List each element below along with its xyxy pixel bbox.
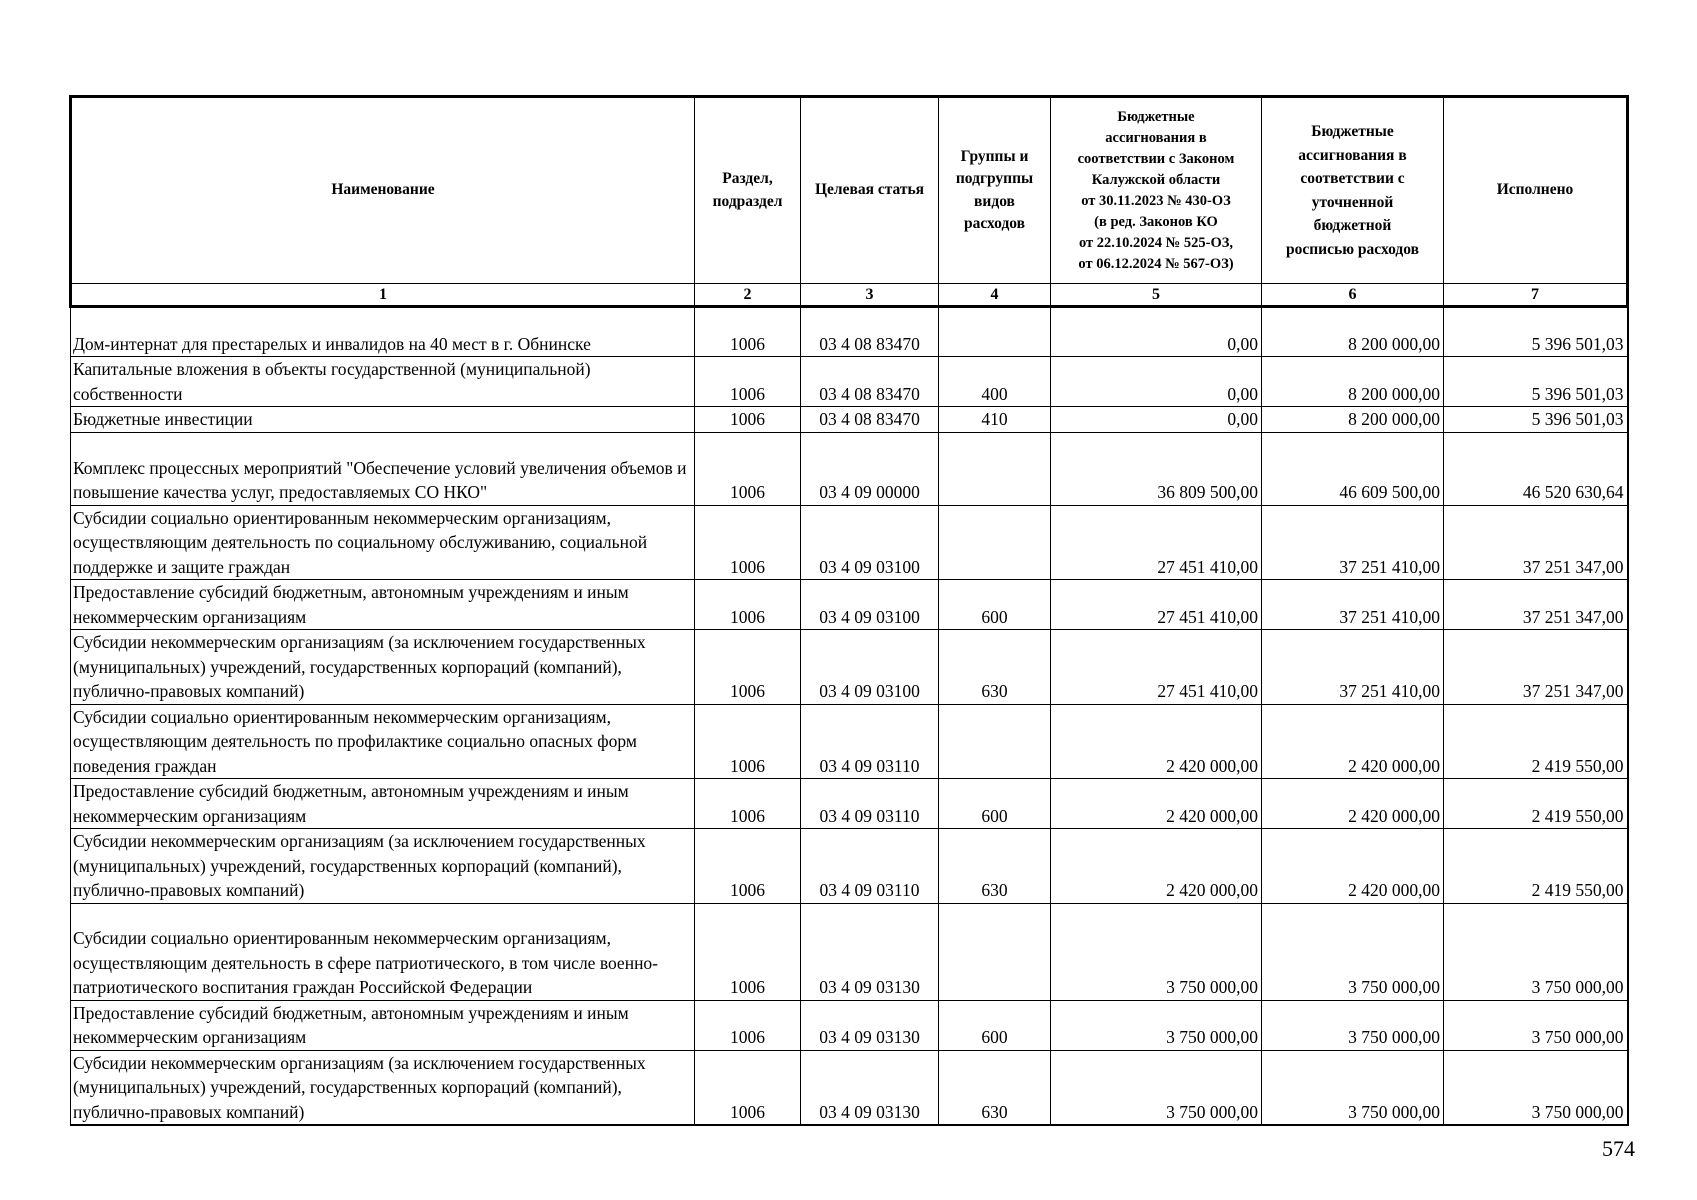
row-plan-amount: 8 200 000,00 bbox=[1262, 407, 1444, 433]
row-target-article: 03 4 09 03110 bbox=[801, 829, 939, 904]
row-executed-amount: 2 419 550,00 bbox=[1444, 779, 1628, 829]
table-header-row bbox=[71, 97, 1628, 284]
row-plan-amount: 2 420 000,00 bbox=[1262, 779, 1444, 829]
column-number: 7 bbox=[1444, 284, 1628, 307]
row-target-article: 03 4 08 83470 bbox=[801, 407, 939, 433]
header-revised-appropriations bbox=[1262, 97, 1444, 284]
header-target-article: Целевая статья bbox=[801, 97, 939, 284]
row-law-amount: 0,00 bbox=[1051, 407, 1262, 433]
row-section: 1006 bbox=[695, 903, 801, 1000]
row-section: 1006 bbox=[695, 407, 801, 433]
header-law-line: (в ред. Законов КО bbox=[1094, 213, 1218, 230]
row-expense-group: 400 bbox=[939, 357, 1051, 407]
row-expense-group bbox=[939, 704, 1051, 779]
row-law-amount: 36 809 500,00 bbox=[1051, 432, 1262, 505]
header-revised-line: ассигнования в bbox=[1298, 146, 1407, 164]
column-number: 6 bbox=[1262, 284, 1444, 307]
row-executed-amount: 37 251 347,00 bbox=[1444, 580, 1628, 630]
row-target-article: 03 4 09 00000 bbox=[801, 432, 939, 505]
row-expense-group: 630 bbox=[939, 1050, 1051, 1125]
row-target-article: 03 4 09 03130 bbox=[801, 1050, 939, 1125]
row-name: Субсидии социально ориентированным некоммерческим организациям, осуществляющим деятельность по профилактике социально опасных форм поведения граждан bbox=[71, 704, 695, 779]
row-expense-group: 600 bbox=[939, 779, 1051, 829]
row-target-article: 03 4 09 03130 bbox=[801, 903, 939, 1000]
row-section: 1006 bbox=[695, 630, 801, 705]
table-row bbox=[71, 407, 1628, 433]
row-plan-amount: 3 750 000,00 bbox=[1262, 903, 1444, 1000]
row-section: 1006 bbox=[695, 357, 801, 407]
row-expense-group bbox=[939, 307, 1051, 357]
table-row bbox=[71, 704, 1628, 779]
row-law-amount: 3 750 000,00 bbox=[1051, 1050, 1262, 1125]
row-name: Предоставление субсидий бюджетным, автономным учреждениям и иным некоммерческим организациям bbox=[71, 1000, 695, 1050]
row-plan-amount: 3 750 000,00 bbox=[1262, 1050, 1444, 1125]
table-body bbox=[71, 307, 1628, 1126]
header-revised-line: уточненной bbox=[1311, 193, 1394, 211]
column-number: 4 bbox=[939, 284, 1051, 307]
row-executed-amount: 5 396 501,03 bbox=[1444, 357, 1628, 407]
table-row bbox=[71, 505, 1628, 580]
row-target-article: 03 4 08 83470 bbox=[801, 307, 939, 357]
row-executed-amount: 37 251 347,00 bbox=[1444, 505, 1628, 580]
row-expense-group: 410 bbox=[939, 407, 1051, 433]
row-section: 1006 bbox=[695, 432, 801, 505]
row-plan-amount: 2 420 000,00 bbox=[1262, 829, 1444, 904]
row-expense-group: 600 bbox=[939, 1000, 1051, 1050]
table-row bbox=[71, 779, 1628, 829]
header-law-line: от 06.12.2024 № 567-ОЗ) bbox=[1078, 255, 1234, 272]
row-name: Субсидии некоммерческим организациям (за исключением государственных (муниципальных) учреждений, государственных корпораций (компаний), публично-правовых компаний) bbox=[71, 630, 695, 705]
row-law-amount: 2 420 000,00 bbox=[1051, 704, 1262, 779]
row-section: 1006 bbox=[695, 1050, 801, 1125]
row-target-article: 03 4 09 03110 bbox=[801, 704, 939, 779]
row-plan-amount: 37 251 410,00 bbox=[1262, 580, 1444, 630]
header-law-line: от 30.11.2023 № 430-ОЗ bbox=[1081, 192, 1231, 209]
row-section: 1006 bbox=[695, 829, 801, 904]
row-name: Субсидии некоммерческим организациям (за исключением государственных (муниципальных) учреждений, государственных корпораций (компаний), публично-правовых компаний) bbox=[71, 1050, 695, 1125]
row-executed-amount: 5 396 501,03 bbox=[1444, 407, 1628, 433]
row-expense-group: 600 bbox=[939, 580, 1051, 630]
row-plan-amount: 37 251 410,00 bbox=[1262, 630, 1444, 705]
table-row bbox=[71, 307, 1628, 357]
header-revised-line: бюджетной bbox=[1313, 217, 1392, 234]
row-law-amount: 3 750 000,00 bbox=[1051, 1000, 1262, 1050]
header-revised-line: росписью расходов bbox=[1286, 240, 1419, 258]
row-law-amount: 27 451 410,00 bbox=[1051, 505, 1262, 580]
row-plan-amount: 46 609 500,00 bbox=[1262, 432, 1444, 505]
row-target-article: 03 4 09 03110 bbox=[801, 779, 939, 829]
row-expense-group bbox=[939, 505, 1051, 580]
row-law-amount: 0,00 bbox=[1051, 307, 1262, 357]
row-plan-amount: 3 750 000,00 bbox=[1262, 1000, 1444, 1050]
row-target-article: 03 4 09 03100 bbox=[801, 580, 939, 630]
table-row bbox=[71, 357, 1628, 407]
row-executed-amount: 37 251 347,00 bbox=[1444, 630, 1628, 705]
row-section: 1006 bbox=[695, 505, 801, 580]
row-expense-group bbox=[939, 432, 1051, 505]
row-target-article: 03 4 09 03100 bbox=[801, 505, 939, 580]
column-number: 2 bbox=[695, 284, 801, 307]
header-law-line: от 22.10.2024 № 525-ОЗ, bbox=[1078, 234, 1233, 251]
header-law-line: ассигнования в bbox=[1105, 129, 1207, 146]
row-name: Субсидии социально ориентированным некоммерческим организациям, осуществляющим деятельность по социальному обслуживанию, социальной поддержке и защите граждан bbox=[71, 505, 695, 580]
row-executed-amount: 3 750 000,00 bbox=[1444, 1050, 1628, 1125]
row-plan-amount: 2 420 000,00 bbox=[1262, 704, 1444, 779]
header-law-appropriations bbox=[1051, 97, 1262, 284]
header-executed: Исполнено bbox=[1444, 97, 1628, 284]
row-target-article: 03 4 08 83470 bbox=[801, 357, 939, 407]
table-row bbox=[71, 432, 1628, 505]
header-expense-groups: Группы и подгруппы видов расходов bbox=[939, 97, 1051, 284]
header-section: Раздел, подраздел bbox=[695, 97, 801, 284]
row-expense-group bbox=[939, 903, 1051, 1000]
row-name: Субсидии социально ориентированным некоммерческим организациям, осуществляющим деятельность в сфере патриотического, в том числе военно-патриотического воспитания граждан Российской Федерации bbox=[71, 903, 695, 1000]
table-row bbox=[71, 630, 1628, 705]
header-name: Наименование bbox=[71, 97, 695, 284]
row-name: Предоставление субсидий бюджетным, автономным учреждениям и иным некоммерческим организациям bbox=[71, 580, 695, 630]
row-plan-amount: 8 200 000,00 bbox=[1262, 307, 1444, 357]
header-revised-line: соответствии с bbox=[1300, 170, 1405, 187]
table-row bbox=[71, 1050, 1628, 1125]
header-law-line: Бюджетные bbox=[1117, 108, 1195, 125]
row-executed-amount: 2 419 550,00 bbox=[1444, 704, 1628, 779]
row-law-amount: 2 420 000,00 bbox=[1051, 779, 1262, 829]
column-number: 5 bbox=[1051, 284, 1262, 307]
row-target-article: 03 4 09 03130 bbox=[801, 1000, 939, 1050]
column-number: 3 bbox=[801, 284, 939, 307]
row-law-amount: 3 750 000,00 bbox=[1051, 903, 1262, 1000]
row-law-amount: 27 451 410,00 bbox=[1051, 630, 1262, 705]
row-executed-amount: 3 750 000,00 bbox=[1444, 1000, 1628, 1050]
table-row bbox=[71, 903, 1628, 1000]
table-row bbox=[71, 1000, 1628, 1050]
table-row bbox=[71, 580, 1628, 630]
header-law-line: соответствии с Законом bbox=[1077, 150, 1235, 167]
row-executed-amount: 2 419 550,00 bbox=[1444, 829, 1628, 904]
row-executed-amount: 46 520 630,64 bbox=[1444, 432, 1628, 505]
row-law-amount: 0,00 bbox=[1051, 357, 1262, 407]
row-name: Субсидии некоммерческим организациям (за исключением государственных (муниципальных) учреждений, государственных корпораций (компаний), публично-правовых компаний) bbox=[71, 829, 695, 904]
row-section: 1006 bbox=[695, 1000, 801, 1050]
column-number: 1 bbox=[71, 284, 695, 307]
row-target-article: 03 4 09 03100 bbox=[801, 630, 939, 705]
row-plan-amount: 8 200 000,00 bbox=[1262, 357, 1444, 407]
budget-expenditure-table bbox=[69, 95, 1629, 1126]
header-revised-line: Бюджетные bbox=[1311, 123, 1394, 140]
column-number-row bbox=[71, 284, 1628, 307]
page-number: 574 bbox=[1602, 1136, 1635, 1161]
row-name: Комплекс процессных мероприятий "Обеспечение условий увеличения объемов и повышение качества услуг, предоставляемых СО НКО" bbox=[71, 432, 695, 505]
row-executed-amount: 3 750 000,00 bbox=[1444, 903, 1628, 1000]
row-law-amount: 2 420 000,00 bbox=[1051, 829, 1262, 904]
row-name: Дом-интернат для престарелых и инвалидов на 40 мест в г. Обнинске bbox=[71, 307, 695, 357]
row-name: Предоставление субсидий бюджетным, автономным учреждениям и иным некоммерческим организациям bbox=[71, 779, 695, 829]
row-section: 1006 bbox=[695, 307, 801, 357]
row-expense-group: 630 bbox=[939, 630, 1051, 705]
row-section: 1006 bbox=[695, 779, 801, 829]
row-section: 1006 bbox=[695, 704, 801, 779]
row-name: Капитальные вложения в объекты государственной (муниципальной) собственности bbox=[71, 357, 695, 407]
table-row bbox=[71, 829, 1628, 904]
row-plan-amount: 37 251 410,00 bbox=[1262, 505, 1444, 580]
row-executed-amount: 5 396 501,03 bbox=[1444, 307, 1628, 357]
row-section: 1006 bbox=[695, 580, 801, 630]
row-expense-group: 630 bbox=[939, 829, 1051, 904]
row-name: Бюджетные инвестиции bbox=[71, 407, 695, 433]
row-law-amount: 27 451 410,00 bbox=[1051, 580, 1262, 630]
header-law-line: Калужской области bbox=[1091, 171, 1221, 188]
